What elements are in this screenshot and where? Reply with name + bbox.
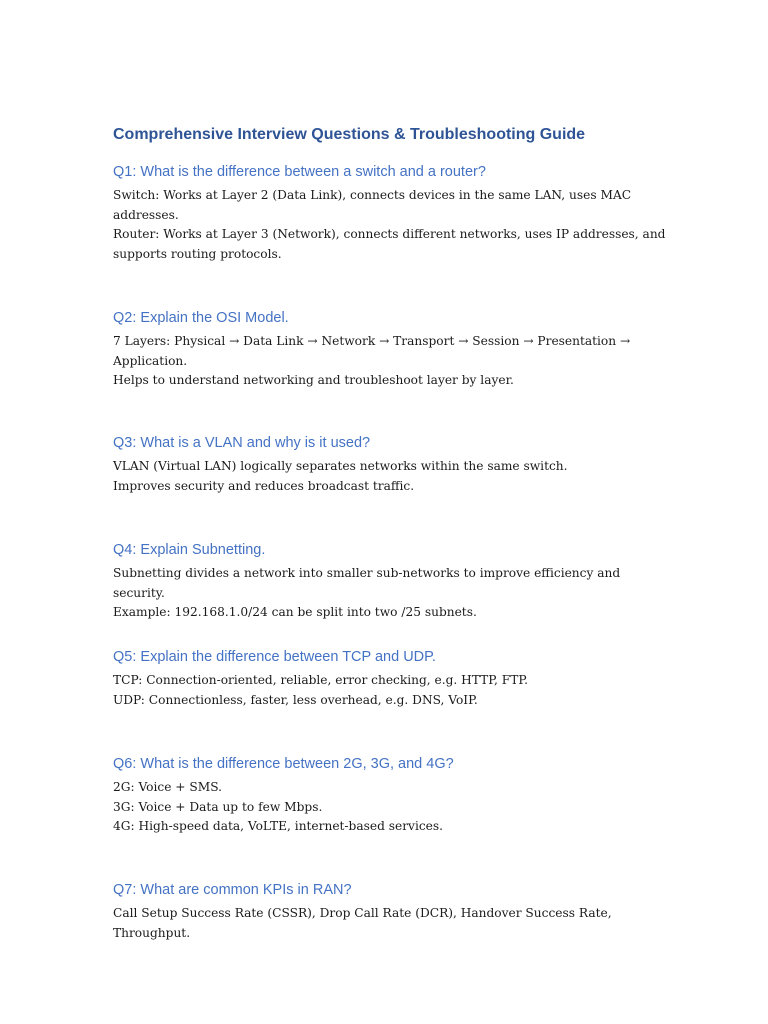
answer-line: Subnetting divides a network into smaller sub-networks to improve efficiency and security. (113, 566, 621, 600)
answer-line: 2G: Voice + SMS. (113, 780, 223, 794)
answer-line: TCP: Connection-oriented, reliable, error checking, e.g. HTTP, FTP. (113, 673, 528, 687)
answer-line: Switch: Works at Layer 2 (Data Link), connects devices in the same LAN, uses MAC addresses. (113, 188, 632, 222)
question-heading: Q3: What is a VLAN and why is it used? (113, 435, 371, 451)
question-heading: Q2: Explain the OSI Model. (113, 310, 289, 326)
section-q4 (113, 540, 673, 623)
question-heading: Q6: What is the difference between 2G, 3G, and 4G? (113, 756, 454, 772)
answer-line: 3G: Voice + Data up to few Mbps. (113, 799, 323, 814)
answer-line: Improves security and reduces broadcast traffic. (113, 478, 415, 493)
section-q3 (113, 433, 673, 496)
answer-line: UDP: Connectionless, faster, less overhead, e.g. DNS, VoIP. (113, 692, 478, 707)
section-q1 (113, 162, 673, 264)
section-q2 (113, 308, 673, 391)
section-q5 (113, 647, 673, 710)
answer-line: 7 Layers: Physical → Data Link → Network → Transport → Session → Presentation → Application. (113, 334, 631, 368)
answer-line: VLAN (Virtual LAN) logically separates networks within the same switch. (113, 459, 568, 473)
answer-line: Helps to understand networking and troubleshoot layer by layer. (113, 373, 514, 387)
answer-line: Router: Works at Layer 3 (Network), connects different networks, uses IP addresses, and supports routing protocols. (113, 227, 666, 261)
document-title: Comprehensive Interview Questions & Troubleshooting Guide (113, 126, 586, 143)
section-q6 (113, 754, 673, 837)
answer-line: 4G: High-speed data, VoLTE, internet-based services. (113, 819, 444, 833)
question-heading: Q1: What is the difference between a switch and a router? (113, 164, 486, 180)
answer-line: Example: 192.168.1.0/24 can be split into two /25 subnets. (113, 605, 477, 619)
answer-line: Call Setup Success Rate (CSSR), Drop Call Rate (DCR), Handover Success Rate, Throughput. (113, 906, 612, 940)
question-heading: Q4: Explain Subnetting. (113, 542, 266, 558)
question-heading: Q7: What are common KPIs in RAN? (113, 882, 352, 898)
question-heading: Q5: Explain the difference between TCP and UDP. (113, 649, 436, 665)
section-q7 (113, 880, 673, 943)
